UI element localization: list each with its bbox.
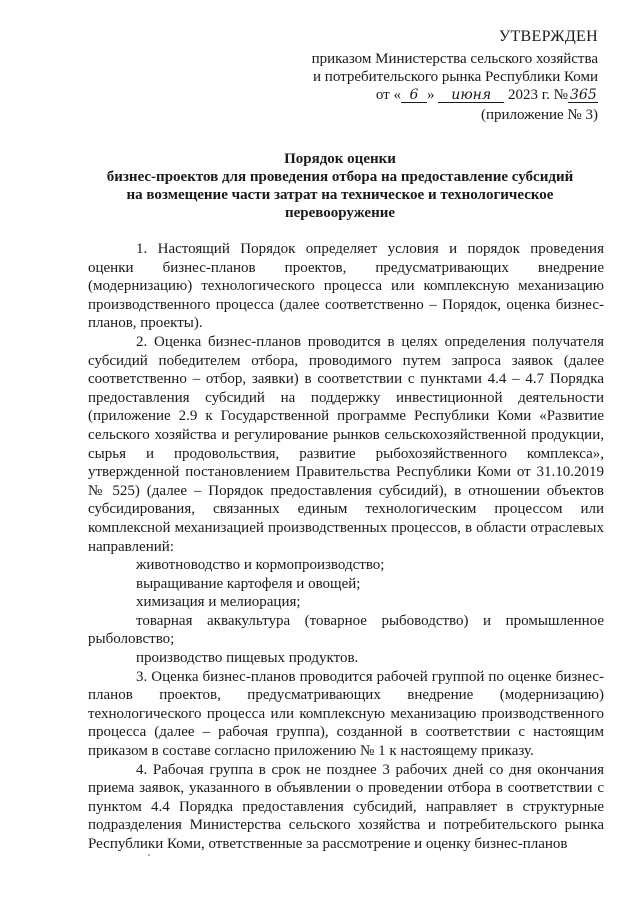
approval-date-line <box>312 86 598 104</box>
list-item: животноводство и кормопроизводство; <box>136 557 385 574</box>
approval-block <box>312 28 598 124</box>
list-item: химизация и мелиорация; <box>136 594 301 611</box>
handwritten-month: июня <box>438 88 504 103</box>
approval-line-2: и потребительского рынка Республики Коми <box>313 69 598 85</box>
list-item: товарная аквакультура (товарное рыбоводство) и промышленное рыболовство; <box>88 612 604 648</box>
document-title <box>70 150 610 222</box>
approved-heading: УТВЕРЖДЕН <box>498 28 598 45</box>
handwritten-day: 6 <box>401 88 427 103</box>
document-body <box>88 240 604 854</box>
paragraph-2: 2. Оценка бизнес-планов проводится в целях определения получателя субсидий победителем отбора, проводимого путем запроса заявок (далее соответственно – отбор, заявки) в соответствии с пунктами 4.4 – 4.7 Порядка предоставления субсидий на поддержку инвестиционной деятельности (приложение 2.9 к Государственной программе Республики Коми «Развитие сельского хозяйства и регулирование рынков сельскохозяйственной продукции, сырья и продовольствия, развитие рыбохозяйственного комплекса», утвержденной постановлением Правительства Республики Коми от 31.10.2019 № 525) (далее – Порядок предоставления субсидий), в отношении объектов субсидирования, связанных единым технологическим процессом или комплексной механизацией производственных процессов, в области отраслевых направлений: <box>88 333 604 555</box>
appendix-label: (приложение № 3) <box>480 107 598 123</box>
scan-speck <box>148 854 150 856</box>
title-line-1: Порядок оценки <box>284 151 396 167</box>
date-quote-close: » <box>426 87 435 103</box>
title-line-3: на возмещение части затрат на техническое и технологическое <box>126 187 554 203</box>
list-item: выращивание картофеля и овощей; <box>136 575 361 592</box>
paragraph-1: 1. Настоящий Порядок определяет условия и порядок проведения оценки бизнес-планов проектов, предусматривающих внедрение (модернизацию) технологического процесса или комплексную механизацию производственного процесса (далее соответственно – Порядок, оценка бизнес-планов, проекты). <box>88 241 604 332</box>
handwritten-order-number: 365 <box>570 87 597 103</box>
approval-line-1: приказом Министерства сельского хозяйства <box>311 51 598 67</box>
date-prefix: от « <box>375 87 401 103</box>
date-year: 2023 г. № <box>507 87 568 103</box>
paragraph-3: 3. Оценка бизнес-планов проводится рабочей группой по оценке бизнес-планов проектов, предусматривающих внедрение (модернизацию) технологического процесса или комплексную механизацию производственного процесса (далее – рабочая группа), созданной в соответствии с настоящим приказом в составе согласно приложению № 1 к настоящему приказу. <box>88 668 604 760</box>
title-line-4: перевооружение <box>284 205 396 221</box>
list-item: производство пищевых продуктов. <box>136 650 359 667</box>
paragraph-4: 4. Рабочая группа в срок не позднее 3 рабочих дней со дня окончания приема заявок, указанного в объявлении о проведении отбора в соответствии с пунктом 4.4 Порядка предоставления субсидий, направляет в структурные подразделения Министерства сельского хозяйства и потребительского рынка Республики Коми, ответственные за рассмотрение и оценку бизнес-планов <box>88 761 604 852</box>
title-line-2: бизнес-проектов для проведения отбора на предоставление субсидий <box>106 169 574 185</box>
